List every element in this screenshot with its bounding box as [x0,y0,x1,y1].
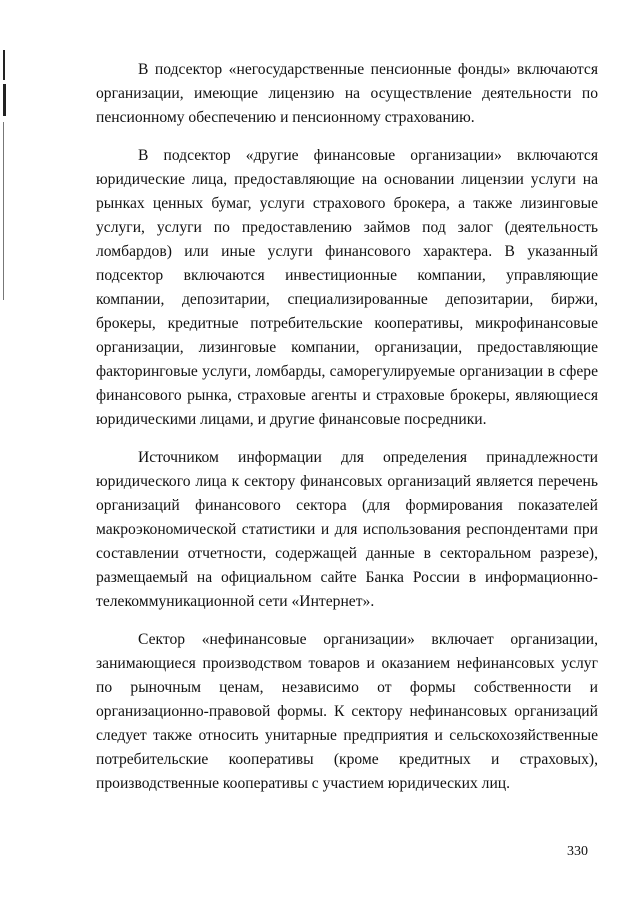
paragraph-nonfinancial-sector: Сектор «нефинансовые организации» включает организации, занимающиеся производством товаров и оказанием нефинансовых услуг по рыночным ценам, независимо от формы собственности и организационно-правовой формы. К сектору нефинансовых организаций следует также относить унитарные предприятия и сельскохозяйственные потребительские кооперативы (кроме кредитных и страховых), производственные кооперативы с участием юридических лиц. [96,631,598,792]
page-number: 330 [567,844,588,859]
paragraph-npf-subsector: В подсектор «негосударственные пенсионные фонды» включаются организации, имеющие лицензию на осуществление деятельности по пенсионному обеспечению и пенсионному страхованию. [96,61,598,126]
scan-edge-mark [3,50,5,80]
document-body [96,58,598,810]
paragraph-other-financial-orgs: В подсектор «другие финансовые организации» включаются юридические лица, предоставляющие на основании лицензии услуги на рынках ценных бумаг, услуги страхового брокера, а также лизинговые услуги, услуги по предоставлению займов под залог (деятельность ломбардов) или иные услуги финансового характера. В указанный подсектор включаются инвестиционные компании, управляющие компании, депозитарии, специализированные депозитарии, биржи, брокеры, кредитные потребительские кооперативы, микрофинансовые организации, лизинговые компании, организации, предоставляющие факторинговые услуги, ломбарды, саморегулируемые организации в сфере финансового рынка, страховые агенты и страховые брокеры, являющиеся юридическими лицами, и другие финансовые посредники. [96,147,598,428]
paragraph-information-source: Источником информации для определения принадлежности юридического лица к сектору финансовых организаций является перечень организаций финансового сектора (для формирования показателей макроэкономической статистики и для использования респондентами при составлении отчетности, содержащей данные в секторальном разрезе), размещаемый на официальном сайте Банка России в информационно-телекоммуникационной сети «Интернет». [96,449,598,610]
scan-edge-mark [3,84,6,116]
scan-edge-mark [3,122,4,300]
